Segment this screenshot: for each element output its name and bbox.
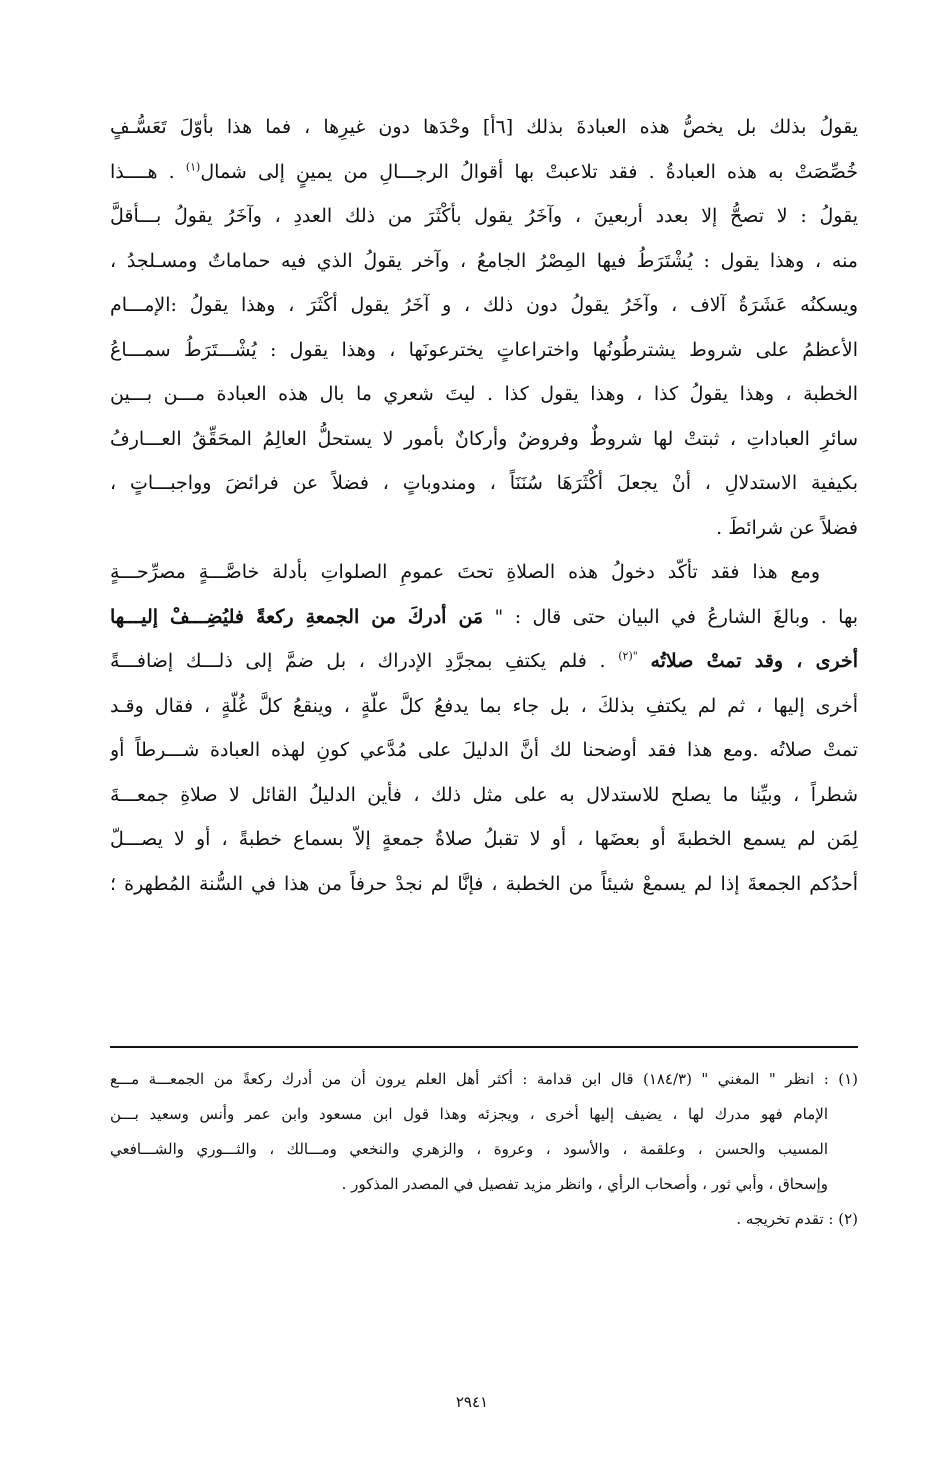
footnotes xyxy=(110,1062,858,1237)
hadith-quote: مَن أدركَ من الجمعةِ ركعةً فليُضِـــفْ إليـــها xyxy=(110,605,484,628)
text-line: يقولُ بذلك بل يخصُّ هذه العبادةَ بذلك [٦أ] وحْدَها دون غيرِها ، فما هذا بأوّلَ تَعَسُّـفٍ xyxy=(110,116,858,138)
text-line: يقولُ : لا تصحُّ إلا بعدد أربعينَ ، وآخَرُ يقول بأكْثَرَ من ذلك العددِ ، وآخَرُ يقولُ بـــأقلَّ xyxy=(110,205,858,227)
text-line: أحدُكم الجمعةَ إذا لم يسمعْ شيئاً من الخطبة ، فإنَّا لم نجدْ حرفاً من هذا في السُّنة المُطهرة ؛ xyxy=(110,872,858,895)
text-line xyxy=(110,639,858,684)
footnote-2: (٢) : تقدم تخريجه . xyxy=(736,1210,858,1228)
text-line xyxy=(110,150,858,195)
main-text xyxy=(110,105,858,906)
footnote-line: وإسحاق ، وأبي ثور ، وأصحاب الرأي ، وانظر مزيد تفصيل في المصدر المذكور . xyxy=(341,1175,828,1193)
text-line xyxy=(110,595,858,640)
text-line: شطراً ، وبيِّنا ما يصلح للاستدلال به على مثل ذلك ، فأين الدليلُ القائل لا صلاةِ جمعـــةَ xyxy=(110,783,858,806)
text-line: تمتْ صلاتُه .ومع هذا فقد أوضحنا لك أنَّ الدليلَ على مُدَّعي كونِ لهذه العبادة شـــرطاً أو xyxy=(110,739,858,761)
paragraph-start-line: ومع هذا فقد تأكّد دخولُ هذه الصلاةِ تحتَ عمومِ الصلواتِ بأدلة خاصَّـــةٍ مصرِّحـــةٍ xyxy=(110,561,820,583)
text-line: سائرِ العباداتِ ، ثبتتْ لها شروطٌ وفروضٌ وأركانٌ بأمور لا يستحلُّ العالِمُ المحَقِّقُ العـــارفُ xyxy=(110,427,858,450)
footnote-separator xyxy=(110,1046,858,1048)
footnote-line: المسيب والحسن ، وعلقمة ، والأسود ، وعروة ، والزهري والنخعي ومـــالك ، والثـــوري والشـــافعي xyxy=(110,1140,828,1158)
text-segment: . هــــذا xyxy=(110,160,175,183)
footnote-line: الإمام فهو مدرك لها ، يضيف إليها أخرى ، ويجزئه وهذا قول ابن مسعود وابن عمر وأنس وسعيد بـــن xyxy=(110,1105,828,1123)
text-segment: بها . وبالغَ الشارعُ في البيان حتى قال : " xyxy=(494,605,858,628)
text-segment: خُصِّصَتْ به هذه العبادةُ . فقد تلاعبتْ بها أقوالُ الرجـــالِ من يمينٍ إلى شمال xyxy=(200,160,858,183)
footnote-ref-1[interactable]: (١) xyxy=(185,160,201,174)
footnote-ref-2[interactable]: "(٢) xyxy=(618,649,638,663)
text-line: أخرى إليها ، ثم لم يكتفِ بذلكَ ، بل جاء بما يدفعُ كلَّ علّةٍ ، وينقعُ كلَّ غُلّةٍ ، فقال وقـد xyxy=(110,694,858,717)
text-segment: . فلم يكتفِ بمجرَّدِ الإدراك ، بل ضمَّ إلى ذلـــك إضافـــةً xyxy=(110,650,606,672)
text-line: ويسكنُه عَشَرَةُ آلاف ، وآخَرُ يقولُ دون ذلك ، و آخَرُ يقول أكْثَرَ ، وهذا يقولُ :الإمـــام xyxy=(110,294,858,316)
text-line: منه ، وهذا يقول : يُشْتَرَطُ فيها المِصْرُ الجامعُ ، وآخر يقولُ الذي فيه حماماتٌ ومسـلجدُ ، xyxy=(110,249,858,272)
text-line: فضلاً عن شرائطَ . xyxy=(716,516,858,539)
text-line: الخطبة ، وهذا يقولُ كذا ، وهذا يقول كذا . ليتَ شعري ما بال هذه العبادة مـــن بـــين xyxy=(110,383,858,405)
page-number: ٢٩٤١ xyxy=(455,1393,489,1411)
footnote-1: (١) : انظر " المغني " (١٨٤/٣) قال ابن قدامة : أكثر أهل العلم يرون أن من أدرك ركعةً من الجمعـــة مـــع xyxy=(110,1070,858,1088)
text-line: لِمَن لم يسمع الخطبةَ أو بعضَها ، أو لا تقبلُ صلاةُ جمعةٍ إلاّ بسماع خطبةً ، أو لا يصـــلّ xyxy=(110,828,858,850)
text-line: بكيفية الاستدلالِ ، أنْ يجعلَ أكْثَرَهَا سُنَنَاً ، ومندوباتٍ ، فضلاً عن فرائضَ وواجبـــاتٍ ، xyxy=(110,472,858,494)
hadith-quote: أخرى ، وقد تمتْ صلاتُه xyxy=(650,650,858,672)
text-line: الأعظمُ على شروط يشترطُونُها واختراعاتٍ يخترعونَها ، وهذا يقول : يُشْـــتَرَطُ سمـــاعُ xyxy=(110,338,858,361)
